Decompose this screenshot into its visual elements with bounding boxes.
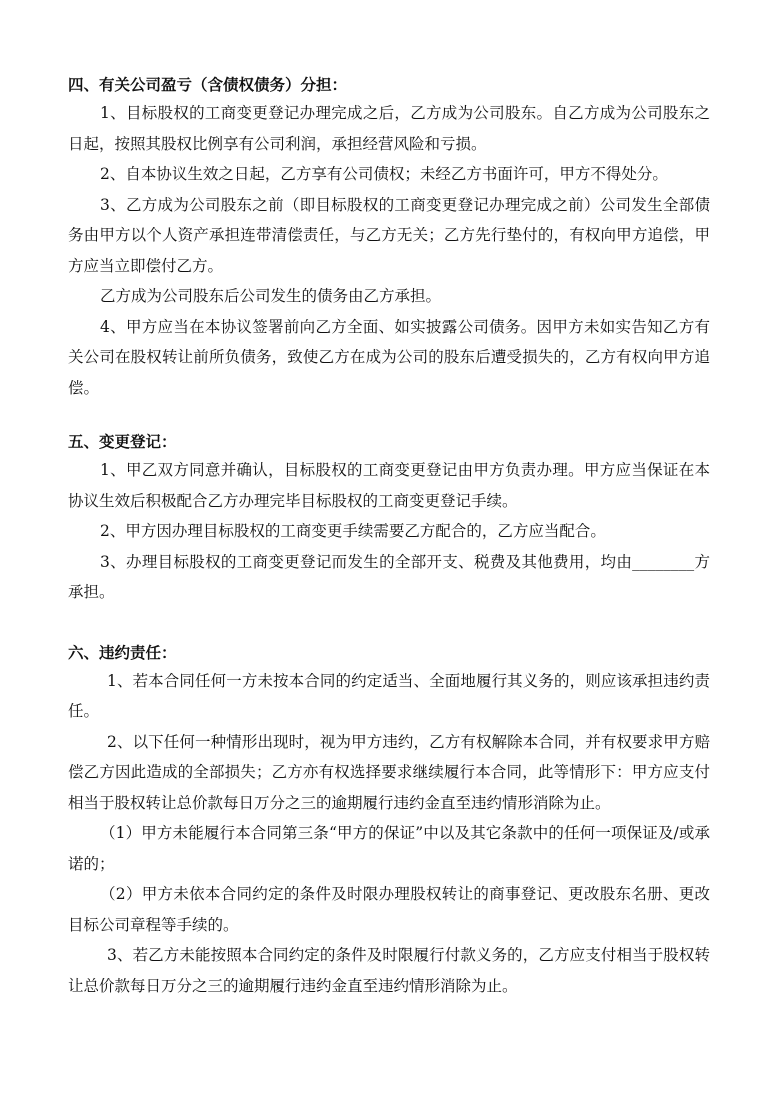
paragraph: 2、甲方因办理目标股权的工商变更手续需要乙方配合的，乙方应当配合。 bbox=[100, 522, 606, 540]
section-spacer bbox=[68, 403, 710, 429]
paragraph: 3、乙方成为公司股东之前（即目标股权的工商变更登记办理完成之前）公司发生全部债务由甲方以个人资产承担连带清偿责任，与乙方无关；乙方先行垫付的，有权向甲方追偿，甲方应当立即偿付乙方。 bbox=[68, 195, 710, 275]
paragraph: （1）甲方未能履行本合同第三条“甲方的保证”中以及其它条款中的任何一项保证及/或承诺的； bbox=[68, 824, 710, 873]
paragraph: 3、若乙方未能按照本合同约定的条件及时限履行付款义务的，乙方应支付相当于股权转让总价款每日万分之三的逾期履行违约金直至违约情形消除为止。 bbox=[68, 946, 710, 995]
paragraph: （2）甲方未依本合同约定的条件及时限办理股权转让的商事登记、更改股东名册、更改目标公司章程等手续的。 bbox=[68, 885, 710, 934]
paragraph: 2、以下任何一种情形出现时，视为甲方违约，乙方有权解除本合同，并有权要求甲方赔偿乙方因此造成的全部损失；乙方亦有权选择要求继续履行本合同，此等情形下：甲方应支付相当于股权转让总价款每日万分之三的逾期履行违约金直至违约情形消除为止。 bbox=[68, 732, 710, 812]
document-page bbox=[68, 72, 710, 1001]
paragraph: 1、若本合同任何一方未按本合同的约定适当、全面地履行其义务的，则应该承担违约责任。 bbox=[68, 671, 710, 720]
section-title: 六、违约责任： bbox=[68, 643, 177, 662]
paragraph: 乙方成为公司股东后公司发生的债务由乙方承担。 bbox=[100, 287, 442, 305]
section-title: 四、有关公司盈亏（含债权债务）分担： bbox=[68, 76, 348, 94]
paragraph: 1、甲乙双方同意并确认，目标股权的工商变更登记由甲方负责办理。甲方应当保证在本协议生效后积极配合乙方办理完毕目标股权的工商变更登记手续。 bbox=[68, 461, 710, 510]
section-spacer bbox=[68, 608, 710, 640]
paragraph: 2、自本协议生效之日起，乙方享有公司债权；未经乙方书面许可，甲方不得处分。 bbox=[100, 165, 668, 183]
paragraph: 4、甲方应当在本协议签署前向乙方全面、如实披露公司债务。因甲方未如实告知乙方有关公司在股权转让前所负债务，致使乙方在成为公司的股东后遭受损失的，乙方有权向甲方追偿。 bbox=[68, 317, 710, 397]
paragraph: 1、目标股权的工商变更登记办理完成之后，乙方成为公司股东。自乙方成为公司股东之日起，按照其股权比例享有公司利润，承担经营风险和亏损。 bbox=[68, 104, 710, 153]
section-5 bbox=[68, 429, 710, 608]
section-4 bbox=[68, 72, 710, 403]
section-title: 五、变更登记： bbox=[68, 433, 177, 451]
section-6 bbox=[68, 640, 710, 1002]
paragraph: 3、办理目标股权的工商变更登记而发生的全部开支、税费及其他费用，均由________方承担。 bbox=[68, 552, 710, 601]
